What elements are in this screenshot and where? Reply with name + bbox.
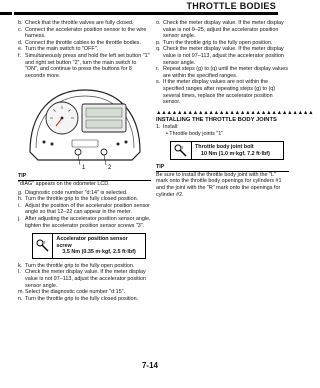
- step-text: After adjusting the accelerator position sensor angle, tighten the accelerator position sensor screws "3".: [25, 215, 151, 229]
- torque-spec-box: [32, 233, 146, 259]
- torque-wrench-icon: [33, 234, 53, 258]
- meter-figure: [22, 82, 148, 170]
- step-letter: n.: [18, 295, 23, 302]
- meter-illustration: [22, 82, 148, 170]
- left-set-button: [75, 149, 81, 155]
- step: [18, 27, 151, 40]
- step-text: If the meter display values are not within the specified ranges after repeating steps (g) to (q) several times, replace the accelerator position sensor.: [163, 79, 276, 106]
- header-tab: [0, 12, 12, 15]
- callout-2: 2: [108, 165, 112, 172]
- page-number: 7-14: [141, 361, 158, 370]
- step-letter: c.: [18, 26, 23, 33]
- torque-wrench-icon: [171, 142, 192, 159]
- step: [18, 190, 151, 197]
- svg-text:T: T: [181, 144, 184, 150]
- step: [18, 40, 151, 47]
- step-text: Check the meter display value. If the meter display value is not 97–113, adjust the accelerator position sensor angle.: [25, 269, 146, 289]
- header-rule: [14, 12, 278, 15]
- step: [18, 46, 151, 53]
- tip-text: "dIAG" appears on the odometer LCD.: [18, 180, 110, 187]
- step-letter: r.: [156, 66, 159, 73]
- step-letter: i.: [18, 202, 21, 209]
- tip-text: Be sure to install the throttle body joint with the "L" mark onto the throttle body openings for cylinders #1 and the joint with the "R" mark onto the openings for cylinder #2.: [156, 171, 282, 198]
- step: [156, 79, 289, 105]
- step: [18, 196, 151, 203]
- step-text: Diagnostic code number "d:14" is selected.: [25, 189, 128, 196]
- step: [18, 263, 151, 270]
- step: [18, 53, 151, 79]
- step: [156, 40, 289, 47]
- step-text: Connect the accelerator position sensor to the wire harness.: [25, 26, 147, 40]
- torque-spec-name: Accelerator position sensor screw: [56, 236, 128, 249]
- step-letter: s.: [156, 79, 161, 86]
- step: [156, 20, 289, 40]
- install-step: [156, 124, 289, 131]
- step-text: Turn the throttle grip to the fully open position.: [25, 262, 135, 269]
- torque-spec-name: Throttle body joint bolt: [195, 144, 254, 151]
- step-letter: j.: [18, 215, 21, 222]
- install-item: • Throttle body joints "1": [166, 130, 224, 137]
- step-text: Install:: [163, 123, 179, 130]
- step-letter: f.: [18, 52, 21, 59]
- section-title: INSTALLING THE THROTTLE BODY JOINTS: [156, 117, 277, 124]
- step: [156, 46, 289, 66]
- step: [18, 296, 151, 303]
- step-letter: b.: [18, 20, 23, 26]
- step-text: Check the meter display value. If the meter display value is not 9–25, adjust the accelerator position sensor angle.: [163, 20, 284, 40]
- step-text: Check that the throttle valves are fully closed.: [25, 20, 134, 26]
- right-set-button: [101, 149, 107, 155]
- torque-spec-box: [170, 141, 284, 160]
- step: [18, 269, 151, 289]
- step-letter: q.: [156, 46, 161, 53]
- step-letter: o.: [156, 20, 161, 26]
- tip-heading: TIP: [156, 164, 289, 172]
- step-text: Select the diagnostic code number "d:15".: [25, 289, 126, 296]
- svg-text:T: T: [42, 239, 46, 245]
- step-text: Repeat steps (g) to (q) until the meter display values are within the specified ranges.: [163, 66, 288, 79]
- step: [18, 20, 151, 27]
- section-divider: ▲▲▲▲▲▲▲▲▲▲▲▲▲▲▲▲▲▲▲▲▲▲▲▲▲▲▲▲▲▲: [156, 109, 314, 116]
- step-text: Turn the throttle grip to the fully open position.: [163, 39, 273, 46]
- step-letter: k.: [18, 262, 23, 269]
- step: [18, 203, 151, 216]
- torque-spec-value: 10 Nm (1.0 m·kgf, 7.2 ft·lbf): [201, 150, 270, 157]
- left-column: [18, 20, 151, 302]
- step: [18, 216, 151, 229]
- step-text: Connect the throttle cables to the throttle bodies.: [25, 39, 141, 46]
- page-title: THROTTLE BODIES: [186, 1, 276, 11]
- tip-heading: TIP: [18, 173, 151, 181]
- step-text: Adjust the position of the accelerator position sensor angle so that 12–22 can appear in the meter.: [25, 202, 150, 216]
- step-text: Turn the main switch to "OFF".: [25, 46, 99, 53]
- step-text: Turn the throttle grip to the fully closed position.: [25, 295, 139, 302]
- step-text: Simultaneously press and hold the left set button "1" and right set button "2", turn the main switch to "ON", and continue to press the buttons for 8 seconds more.: [25, 52, 150, 79]
- step-text: Check the meter display value. If the meter display value is not 97–113, adjust the accelerator position sensor angle.: [163, 46, 284, 66]
- right-column: [156, 20, 314, 200]
- step-letter: p.: [156, 39, 161, 46]
- step-letter: d.: [18, 39, 23, 46]
- step-text: Turn the throttle grip to the fully closed position.: [25, 196, 139, 203]
- step-letter: l.: [18, 269, 21, 276]
- callout-1: 1: [82, 165, 86, 172]
- step-letter: h.: [18, 196, 23, 203]
- step: [156, 66, 289, 79]
- step-letter: e.: [18, 46, 23, 53]
- step: [18, 289, 151, 296]
- step-letter: g.: [18, 189, 23, 196]
- page-header: [0, 0, 300, 16]
- step-number: 1.: [156, 123, 161, 130]
- step-letter: m.: [18, 289, 24, 296]
- torque-spec-value: 3.5 Nm (0.35 m·kgf, 2.5 ft·lbf): [62, 249, 136, 256]
